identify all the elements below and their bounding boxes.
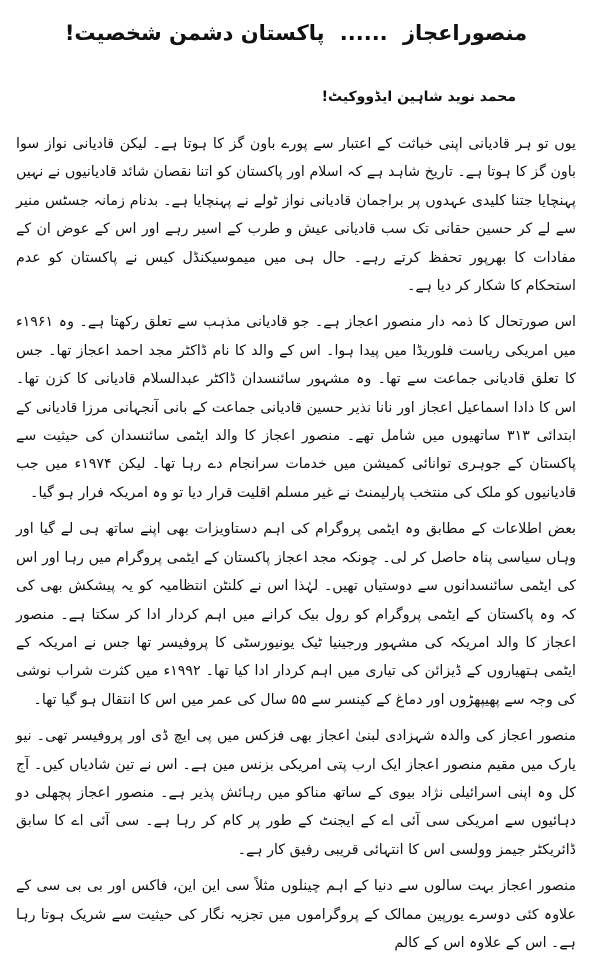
paragraph-2: اس صورتحال کا ذمہ دار منصور اعجاز ہے۔ جو قادیانی مذہب سے تعلق رکھتا ہے۔ وہ ۱۹۶۱ء میں امریکی ریاست فلوریڈا میں پیدا ہوا۔ اس کے والد کا نام ڈاکٹر مجد احمد اعجاز تھا۔ جس کا تعلق قادیانی جماعت سے تھا۔ وہ مشہور سائنسدان ڈاکٹر عبدالسلام قادیانی کا کزن تھا۔ اس کا دادا اسماعیل اعجاز اور نانا نذیر حسین قادیانی جماعت کے بانی آنجہانی مرزا قادیانی کے ابتدائی ۳۱۳ ساتھیوں میں شامل تھے۔ منصور اعجاز کا والد ایٹمی سائنسدان کی حیثیت سے پاکستان کے جوہری توانائی کمیشن میں خدمات سرانجام دے رہا تھا۔ لیکن ۱۹۷۴ء میں جب قادیانیوں کو ملک کی منتخب پارلیمنٹ نے غیر مسلم اقلیت قرار دیا تو وہ امریکہ فرار ہو گیا۔ bbox=[16, 314, 576, 501]
article-title bbox=[16, 18, 576, 48]
paragraph-4: منصور اعجاز کی والدہ شہزادی لبنیٰ اعجاز بھی فزکس میں پی ایچ ڈی اور پروفیسر تھی۔ نیو یارک میں مقیم منصور اعجاز ایک ارب پتی امریکی بزنس مین ہے۔ اس نے تین شادیاں کیں۔ آج کل وہ اپنی اسرائیلی نژاد بیوی کے ساتھ مناکو میں رہائش پذیر ہے۔ منصور اعجاز پچھلی دو دہائیوں سے امریکی سی آئی اے کے ایجنٹ کے طور پر کام کر رہا ہے۔ سی آئی اے کا سابق ڈائریکٹر جیمز وولسی اس کا انتہائی قریبی رفیق کار ہے۔ bbox=[16, 728, 576, 858]
paragraph-5: منصور اعجاز بہت سالوں سے دنیا کے اہم چینلوں مثلاً سی این این، فاکس اور بی بی سی کے علاوہ کئی دوسرے یورپین ممالک کے پروگراموں میں تجزیہ نگار کی حیثیت سے شریک ہوتا رہا ہے۔ اس کے علاوہ اس کے کالم bbox=[16, 878, 576, 951]
paragraph-3: بعض اطلاعات کے مطابق وہ ایٹمی پروگرام کی اہم دستاویزات بھی اپنے ساتھ ہی لے گیا اور وہاں سیاسی پناہ حاصل کر لی۔ چونکہ مجد اعجاز پاکستان کے ایٹمی پروگرام میں رہا اور اس کی ایٹمی سائنسدانوں سے دوستیاں تھیں۔ لہٰذا اس نے کلنٹن انتظامیہ کو یہ پیشکش بھی کی کہ وہ پاکستان کے ایٹمی پروگرام کو رول بیک کرانے میں اہم کردار ادا کر سکتا ہے۔ منصور اعجاز کا والد امریکہ کی مشہور ورجینیا ٹیک یونیورسٹی کا پروفیسر تھا جس نے امریکہ کے ایٹمی ہتھیاروں کے ڈیزائن کی تیاری میں اہم کردار ادا کیا تھا۔ ۱۹۹۲ء میں کثرت شراب نوشی کی وجہ سے پھیپھڑوں اور دماغ کے کینسر سے ۵۵ سال کی عمر میں اس کا انتقال ہو گیا تھا۔ bbox=[16, 521, 576, 708]
paragraph-1: یوں تو ہر قادیانی اپنی خباثت کے اعتبار سے پورے باون گز کا ہوتا ہے۔ لیکن قادیانی نواز سوا باون گز کا ہوتا ہے۔ تاریخ شاہد ہے کہ اسلام اور پاکستان کو اتنا نقصان شائد قادیانیوں نے نہیں پہنچایا جتنا کلیدی عہدوں پر براجمان قادیانی نواز ٹولے نے پہنچایا ہے۔ بدنام زمانہ جسٹس منیر سے لے کر حسین حقانی تک سب قادیانی عیش و طرب کے اسیر رہے اور اس کے عوض ان کے مفادات کا بھرپور تحفظ کرتے رہے۔ حال ہی میں میموسیکنڈل کیس نے پاکستان کو عدم استحکام کا شکار کر دیا ہے۔ bbox=[16, 136, 576, 295]
author-byline: محمد نوید شاہین ایڈووکیٹ! bbox=[321, 89, 516, 105]
title-name: منصوراعجاز bbox=[402, 21, 528, 45]
title-separator: ...... bbox=[339, 21, 388, 45]
title-descriptor: پاکستان دشمن شخصیت! bbox=[64, 21, 325, 45]
